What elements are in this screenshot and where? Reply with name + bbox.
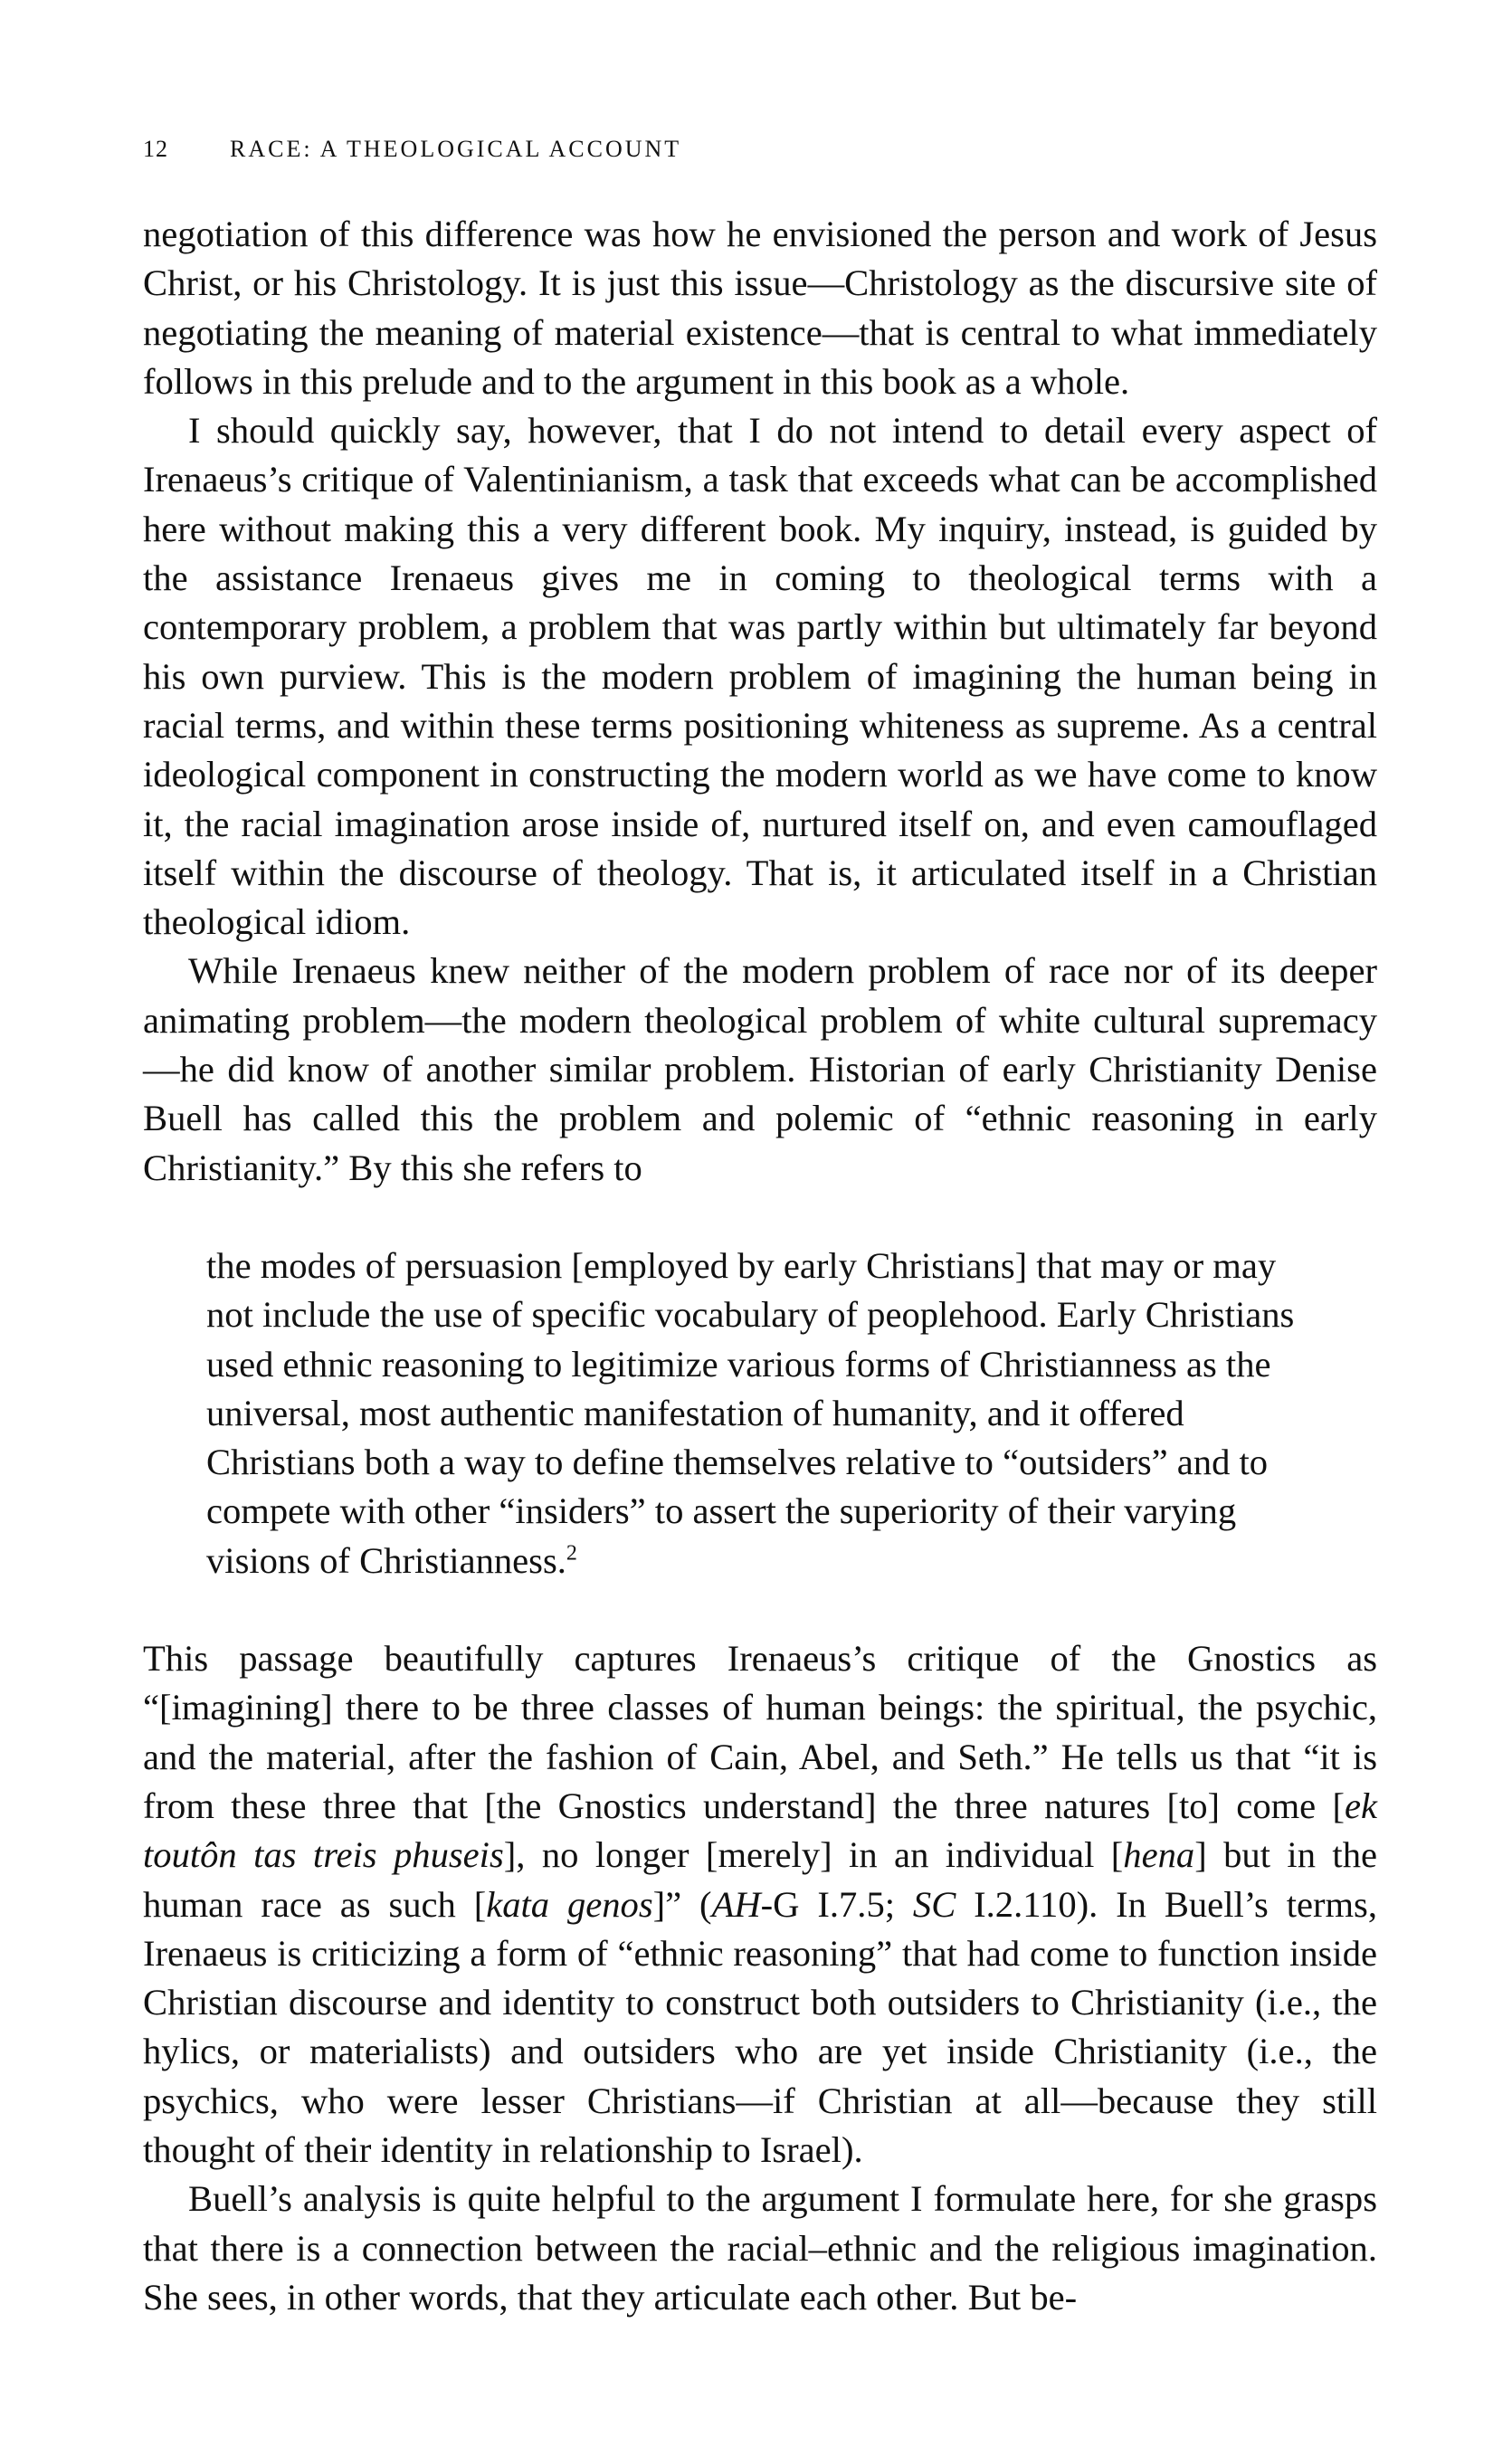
greek-phrase: kata genos	[486, 1883, 653, 1925]
citation-abbrev: AH	[711, 1883, 761, 1925]
block-quote	[206, 1242, 1323, 1585]
book-title: RACE: A THEOLOGICAL ACCOUNT	[230, 136, 682, 162]
text-segment: This passage beautifully captures Irenaeus’s critique of the Gnostics as “[imagining] there to be three classes of human beings: the spiritual, the psychic, and the material, after the fashion of Cain, Abel, and Seth.” He tells us that “it is from these three that [the Gnostics understand] the three natures [to] come [	[143, 1638, 1377, 1826]
text-segment: ]” (	[652, 1883, 712, 1925]
paragraph-1	[143, 210, 1377, 406]
page-number: 12	[143, 136, 168, 162]
text-segment: negotiation of this difference was how he envisioned the person and work of Jesus Christ, or his Christology. It is just this issue—Christology as the discursive site of negotiating the meaning of material existence—that is central to what immediately follows in this prelude and to the argument in this book as a whole.	[143, 214, 1377, 402]
paragraph-2	[143, 406, 1377, 947]
running-head	[143, 136, 1377, 163]
quote-text	[206, 1242, 1323, 1585]
paragraph-3	[143, 947, 1377, 1192]
citation-abbrev: SC	[912, 1883, 956, 1925]
footnote-marker: 2	[566, 1541, 577, 1566]
paragraph-4	[143, 1634, 1377, 2175]
greek-phrase: ek toutôn tas treis phuseis	[143, 1785, 1377, 1876]
text-segment: the modes of persuasion [employed by early Christians] that may or may not include the use of specific vocabulary of peoplehood. Early Christians used ethnic reasoning to legitimize various forms of Christianness as the universal, most authentic manifestation of humanity, and it offered Christians both a way to define themselves relative to “outsiders” and to compete with other “insiders” to assert the superiority of their varying visions of Christianness.	[206, 1244, 1295, 1581]
text-segment: ], no longer [merely] in an individual [	[503, 1834, 1124, 1876]
text-segment: ] but in the human race as such [	[143, 1834, 1377, 1925]
text-segment: I should quickly say, however, that I do not intend to detail every aspect of Irenaeus’s critique of Valentinianism, a task that exceeds what can be accomplished here without making this a very different book. My inquiry, instead, is guided by the assistance Irenaeus gives me in coming to theological terms with a contemporary problem, a problem that was partly within but ultimately far beyond his own purview. This is the modern problem of imagining the human being in racial terms, and within these terms positioning whiteness as supreme. As a central ideological component in constructing the modern world as we have come to know it, the racial imagination arose inside of, nurtured itself on, and even camouflaged itself within the discourse of theology. That is, it articulated itself in a Christian theological idiom.	[143, 410, 1377, 943]
text-segment: Buell’s analysis is quite helpful to the argument I formulate here, for she grasps that there is a connection between the racial–ethnic and the religious imagination. She sees, in other words, that they articulate each other. But be-	[143, 2178, 1377, 2318]
book-page	[143, 136, 1377, 2322]
paragraph-5	[143, 2175, 1377, 2322]
text-segment: While Irenaeus knew neither of the modern problem of race nor of its deeper animating problem—the modern theological problem of white cultural supremacy—he did know of another similar problem. Historian of early Christianity Denise Buell has called this the problem and polemic of “ethnic reasoning in early Christianity.” By this she refers to	[143, 950, 1377, 1188]
text-segment: -G I.7.5;	[760, 1883, 913, 1925]
greek-word: hena	[1123, 1834, 1195, 1876]
text-segment: I.2.110). In Buell’s terms, Irenaeus is criticizing a form of “ethnic reasoning” that had come to function inside Christian discourse and identity to construct both outsiders to Christianity (i.e., the hylics, or materialists) and outsiders who are yet inside Christianity (i.e., the psychics, who were lesser Christians—if Christian at all—because they still thought of their identity in relationship to Israel).	[143, 1883, 1377, 2170]
body-text	[143, 210, 1377, 2322]
